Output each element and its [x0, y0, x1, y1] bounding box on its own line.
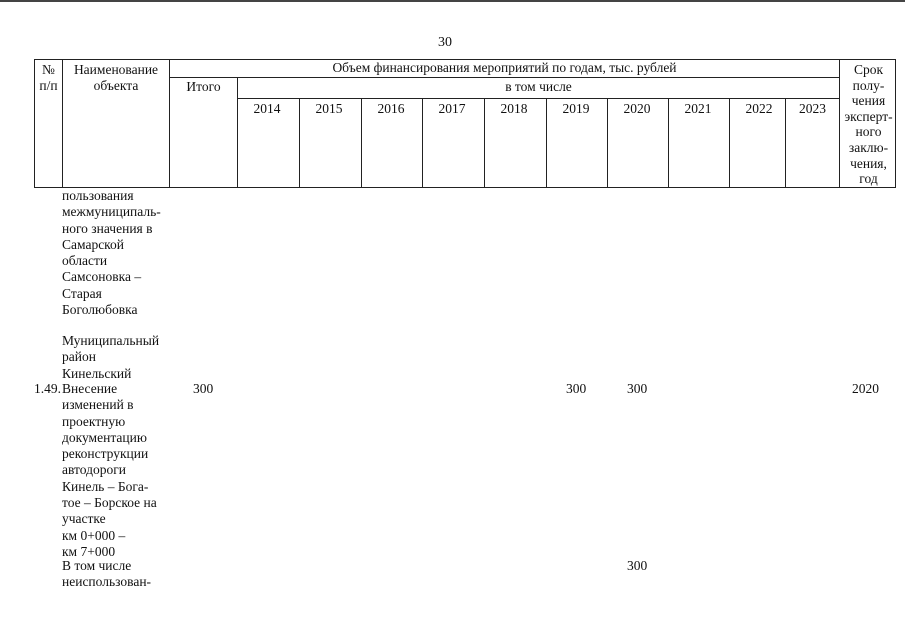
year-header-2016: 2016: [377, 101, 405, 116]
year-header-2019: 2019: [562, 101, 590, 116]
item-2020-value: 300: [627, 381, 648, 396]
deadline-header: Срок полу- чения эксперт- ного заклю- чения, год: [844, 62, 893, 187]
year-header-2015: 2015: [315, 101, 343, 116]
year-header-2023: 2023: [799, 101, 826, 116]
year-header-2022: 2022: [745, 101, 773, 116]
unused-label: В том числе неиспользован-: [62, 558, 152, 590]
page-number: 30: [438, 35, 452, 50]
including-header: в том числе: [505, 79, 572, 94]
item-object-name: Внесение изменений в проектную документацию реконструкции автодороги Кинель – Бога- тое – Борское на участке км 0+000 – км 7+000: [62, 381, 157, 559]
total-header: Итого: [186, 79, 221, 94]
year-header-2021: 2021: [684, 101, 712, 116]
year-header-2014: 2014: [253, 101, 281, 116]
item-total-value: 300: [193, 381, 214, 396]
unused-2020-value: 300: [627, 558, 648, 573]
row-divider: [237, 98, 839, 99]
row-divider: [169, 77, 839, 78]
year-header-2018: 2018: [500, 101, 528, 116]
num-header: № п/п: [39, 62, 58, 93]
item-2019-value: 300: [566, 381, 587, 396]
continued-object-name: пользования межмуниципаль- ного значения в Самарской области Самсоновка – Старая Боголюбовка: [62, 188, 161, 318]
district-name: Муниципальный район Кинельский: [62, 333, 160, 381]
page-top-border: [0, 0, 905, 2]
financing-header: Объем финансирования мероприятий по годам, тыс. рублей: [332, 60, 677, 75]
table-header: [34, 59, 896, 188]
item-deadline-value: 2020: [852, 381, 879, 396]
item-number: 1.49.: [34, 381, 61, 396]
year-header-2020: 2020: [623, 101, 651, 116]
name-header: Наименование объекта: [73, 62, 159, 93]
year-header-2017: 2017: [438, 101, 466, 116]
